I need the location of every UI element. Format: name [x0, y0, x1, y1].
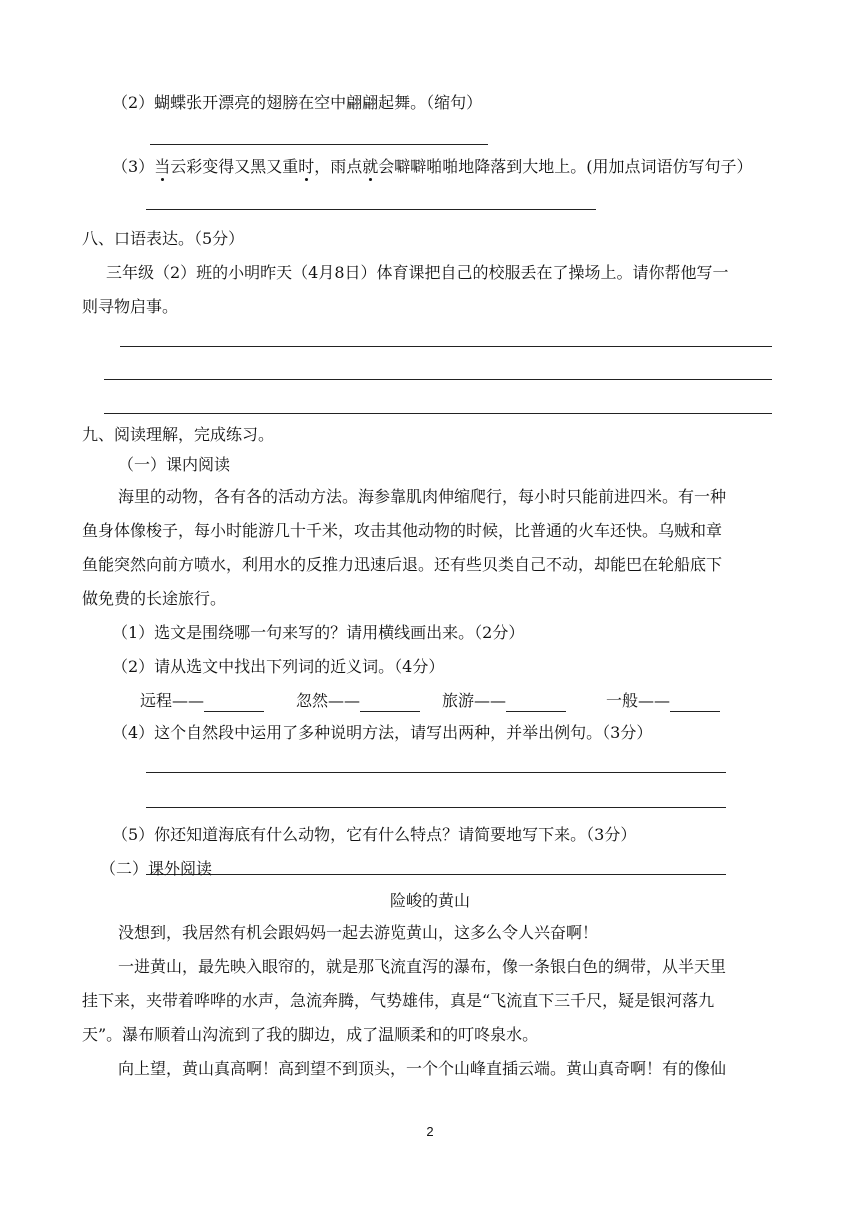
- answer-line[interactable]: [120, 346, 772, 347]
- passage1-line: 海里的动物，各有各的活动方法。海参靠肌肉伸缩爬行，每小时只能前进四米。有一种: [118, 487, 727, 506]
- answer-line[interactable]: [146, 209, 596, 210]
- q9-4-text: （4）这个自然段中运用了多种说明方法，请写出两种，并举出例句。（3分）: [112, 723, 653, 742]
- passage2-line: 一进黄山，最先映入眼帘的，就是那飞流直泻的瀑布，像一条银白色的绸带，从半天里: [118, 957, 727, 976]
- emphasis-dot-word: 就: [362, 157, 379, 176]
- passage1-line: 鱼身体像梭子，每小时能游几十千米，攻击其他动物的时候，比普通的火车还快。乌贼和章: [82, 521, 723, 540]
- synonym-blank[interactable]: [670, 695, 720, 712]
- passage1-line: 做免费的长途旅行。: [82, 589, 227, 608]
- q7-3-part-c: ，雨点: [314, 157, 363, 176]
- synonym-blank[interactable]: [360, 695, 420, 712]
- q7-2-text: （2）蝴蝶张开漂亮的翅膀在空中翩翩起舞。（缩句）: [112, 93, 483, 112]
- emphasis-dot-word: 时: [298, 157, 315, 176]
- synonym-item: [606, 690, 720, 712]
- synonym-blank[interactable]: [506, 695, 566, 712]
- synonym-word: 旅游——: [442, 691, 507, 710]
- part2-label: （二）课外阅读: [100, 859, 213, 878]
- passage2-line: 向上望，黄山真高啊！高到望不到顶头，一个个山峰直插云端。黄山真奇啊！有的像仙: [118, 1059, 727, 1078]
- synonym-word: 一般——: [606, 691, 671, 710]
- section8-prompt-line1: 三年级（2）班的小明昨天（4月8日）体育课把自己的校服丢在了操场上。请你帮他写一: [106, 263, 729, 282]
- section8-prompt-line2: 则寻物启事。: [82, 297, 179, 316]
- q7-3-part-d: 会噼噼啪啪地降落到大地上。(用加点词语仿写句子）: [378, 157, 753, 176]
- emphasis-dot-word: 当: [154, 157, 171, 176]
- section9-title: 九、阅读理解，完成练习。: [82, 425, 275, 444]
- synonym-word: 远程——: [140, 691, 205, 710]
- synonym-word: 忽然——: [296, 691, 361, 710]
- answer-line[interactable]: [104, 413, 772, 414]
- synonym-item: [442, 690, 566, 712]
- answer-line[interactable]: [146, 874, 726, 875]
- answer-line[interactable]: [146, 772, 726, 773]
- answer-line[interactable]: [146, 807, 726, 808]
- q7-3-part-a: （3）: [112, 157, 155, 176]
- q9-1-text: （1）选文是围绕哪一句来写的？请用横线画出来。（2分）: [112, 623, 525, 642]
- q9-5-text: （5）你还知道海底有什么动物，它有什么特点？请简要地写下来。（3分）: [112, 825, 637, 844]
- passage2-line: 挂下来，夹带着哗哗的水声，急流奔腾，气势雄伟，真是“飞流直下三千尺，疑是银河落九: [82, 991, 715, 1010]
- synonym-item: [140, 690, 264, 712]
- synonym-blank[interactable]: [204, 695, 264, 712]
- answer-line[interactable]: [104, 379, 772, 380]
- answer-line[interactable]: [150, 144, 488, 145]
- part1-label: （一）课内阅读: [118, 455, 231, 474]
- page-number: 2: [426, 1124, 434, 1139]
- section8-title: 八、口语表达。（5分）: [82, 229, 245, 248]
- passage2-heading: 险峻的黄山: [389, 891, 470, 910]
- synonym-item: [296, 690, 420, 712]
- passage2-line: 没想到，我居然有机会跟妈妈一起去游览黄山，这多么令人兴奋啊！: [118, 923, 599, 942]
- passage2-line: 天”。瀑布顺着山沟流到了我的脚边，成了温顺柔和的叮咚泉水。: [82, 1025, 539, 1044]
- q9-2-text: （2）请从选文中找出下列词的近义词。（4分）: [112, 657, 445, 676]
- q7-3-part-b: 云彩变得又黑又重: [170, 157, 299, 176]
- q7-3-text: [112, 156, 753, 178]
- passage1-line: 鱼能突然向前方喷水，利用水的反推力迅速后退。还有些贝类自己不动，却能巴在轮船底下: [82, 555, 723, 574]
